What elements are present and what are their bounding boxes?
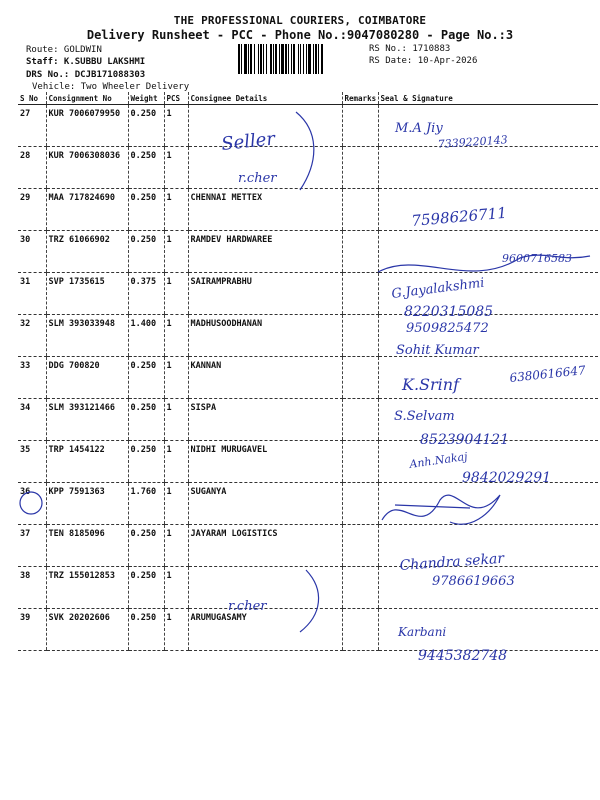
cell-remarks	[342, 441, 378, 483]
cell-signature	[378, 147, 598, 189]
cell-remarks	[342, 231, 378, 273]
cell-weight: 0.250	[128, 357, 164, 399]
table-row	[18, 609, 598, 651]
cell-sno: 30	[18, 231, 46, 273]
barcode-bar	[315, 44, 317, 74]
cell-consignment: SVK 20202606	[46, 609, 128, 651]
barcode-bar	[244, 44, 247, 74]
table-row	[18, 231, 598, 273]
cell-pcs: 1	[164, 105, 188, 147]
table-header-row	[18, 92, 598, 105]
barcode-bar	[241, 44, 242, 74]
cell-signature	[378, 315, 598, 357]
cell-sno: 28	[18, 147, 46, 189]
cell-consignee	[188, 105, 342, 147]
cell-remarks	[342, 609, 378, 651]
cell-consignee: MADHUSOODHANAN	[188, 315, 342, 357]
table-row	[18, 399, 598, 441]
hand-r35-sign: Anh.Nakaj	[408, 449, 469, 471]
staff-label: Staff: K.SUBBU LAKSHMI	[26, 57, 146, 67]
hand-r39-sign: Karbani	[398, 625, 447, 639]
cell-pcs: 1	[164, 567, 188, 609]
barcode-bar	[266, 44, 267, 74]
cell-weight: 0.250	[128, 609, 164, 651]
cell-consignment: KUR 7006308036	[46, 147, 128, 189]
cell-sno: 29	[18, 189, 46, 231]
cell-remarks	[342, 315, 378, 357]
cell-remarks	[342, 357, 378, 399]
cell-signature	[378, 609, 598, 651]
cell-weight: 0.250	[128, 147, 164, 189]
delivery-table	[18, 92, 598, 651]
cell-weight: 0.250	[128, 525, 164, 567]
cell-sno: 34	[18, 399, 46, 441]
table-row	[18, 315, 598, 357]
cell-weight: 0.250	[128, 567, 164, 609]
cell-consignment: KUR 7006079950	[46, 105, 128, 147]
barcode-bar	[250, 44, 252, 74]
cell-sno: 37	[18, 525, 46, 567]
cell-consignment: MAA 717824690	[46, 189, 128, 231]
hand-r33-sign: K.Srinf	[402, 375, 459, 394]
cell-pcs: 1	[164, 315, 188, 357]
rs-date: RS Date: 10-Apr-2026	[369, 56, 478, 66]
cell-weight: 0.250	[128, 399, 164, 441]
cell-signature	[378, 105, 598, 147]
cell-consignee: RAMDEV HARDWAREE	[188, 231, 342, 273]
cell-weight: 0.250	[128, 441, 164, 483]
cell-consignee: JAYARAM LOGISTICS	[188, 525, 342, 567]
cell-remarks	[342, 399, 378, 441]
hand-r37-name: Chandra sekar	[399, 550, 505, 574]
cell-pcs: 1	[164, 231, 188, 273]
cell-signature	[378, 483, 598, 525]
cell-consignee: NIDHI MURUGAVEL	[188, 441, 342, 483]
cell-sno: 32	[18, 315, 46, 357]
barcode-bar	[306, 44, 307, 74]
cell-consignee: SISPA	[188, 399, 342, 441]
cell-remarks	[342, 525, 378, 567]
cell-sno: 38	[18, 567, 46, 609]
table-row	[18, 105, 598, 147]
table-row	[18, 273, 598, 315]
cell-consignee: SUGANYA	[188, 483, 342, 525]
cell-consignment: TRZ 155012853	[46, 567, 128, 609]
cell-sno: 31	[18, 273, 46, 315]
table-row	[18, 441, 598, 483]
barcode-bar	[298, 44, 299, 74]
cell-signature	[378, 525, 598, 567]
table-row	[18, 483, 598, 525]
barcode-bar	[258, 44, 259, 74]
hand-r27-phone: 7339220143	[437, 133, 509, 151]
cell-signature	[378, 231, 598, 273]
cell-signature	[378, 567, 598, 609]
barcode-bar	[260, 44, 262, 74]
cell-signature	[378, 357, 598, 399]
cell-consignment: DDG 700820	[46, 357, 128, 399]
cell-signature	[378, 273, 598, 315]
cell-weight: 1.400	[128, 315, 164, 357]
cell-consignee: KANNAN	[188, 357, 342, 399]
cell-remarks	[342, 273, 378, 315]
cell-consignment: SVP 1735615	[46, 273, 128, 315]
barcode-bar	[318, 44, 319, 74]
cell-weight: 0.250	[128, 105, 164, 147]
cell-consignee: CHENNAI METTEX	[188, 189, 342, 231]
drs-label: DRS No.: DCJB171088303	[26, 70, 146, 80]
barcode-bar	[263, 44, 264, 74]
barcode-bar	[308, 44, 311, 74]
cell-pcs: 1	[164, 273, 188, 315]
cell-pcs: 1	[164, 441, 188, 483]
barcode-bar	[293, 44, 295, 74]
barcode-bar	[288, 44, 289, 74]
hand-r30-phone: 9600716583	[502, 252, 572, 265]
runsheet-title: Delivery Runsheet - PCC - Phone No.:9047080280 - Page No.:3	[86, 28, 514, 42]
cell-weight: 0.250	[128, 189, 164, 231]
table-row	[18, 357, 598, 399]
cell-consignee	[188, 147, 342, 189]
cell-signature	[378, 399, 598, 441]
hand-r39-phone: 9445382748	[418, 648, 508, 664]
cell-pcs: 1	[164, 357, 188, 399]
hand-r34-phone: 8523904121	[420, 432, 510, 448]
barcode-bar	[275, 44, 277, 74]
cell-remarks	[342, 483, 378, 525]
hand-r35-phone: 9842029291	[462, 470, 552, 486]
cell-consignee: SAIRAMPRABHU	[188, 273, 342, 315]
cell-signature	[378, 441, 598, 483]
cell-pcs: 1	[164, 147, 188, 189]
barcode-bar	[270, 44, 272, 74]
hand-r33-phone: 6380616647	[508, 363, 587, 385]
cell-sno: 36	[18, 483, 46, 525]
hand-r32-phone: 9509825472	[406, 321, 489, 336]
cell-pcs: 1	[164, 399, 188, 441]
col-sno: S No	[18, 92, 46, 105]
table-row	[18, 567, 598, 609]
cell-sno: 27	[18, 105, 46, 147]
hand-r29-phone: 7598626711	[410, 203, 508, 230]
cell-remarks	[342, 147, 378, 189]
cell-consignment: SLM 393121466	[46, 399, 128, 441]
col-consignee: Consignee Details	[188, 92, 342, 105]
hand-r28-consignee: r.cher	[238, 171, 277, 186]
barcode-bar	[281, 44, 284, 74]
rs-number: RS No.: 1710883	[369, 44, 451, 54]
cell-weight: 0.375	[128, 273, 164, 315]
col-consignment: Consignment No	[46, 92, 128, 105]
barcode-bar	[279, 44, 280, 74]
barcode-bar	[248, 44, 249, 74]
hand-r34-sign: S.Selvam	[394, 409, 455, 424]
cell-sno: 39	[18, 609, 46, 651]
hand-r31-name: G.Jayalakshmi	[390, 275, 486, 302]
barcode-bar	[285, 44, 287, 74]
cell-sno: 33	[18, 357, 46, 399]
cell-consignment: KPP 7591363	[46, 483, 128, 525]
cell-consignment: TRZ 61066902	[46, 231, 128, 273]
cell-remarks	[342, 567, 378, 609]
cell-weight: 0.250	[128, 231, 164, 273]
col-signature: Seal & Signature	[378, 92, 598, 105]
barcode-bar	[303, 44, 304, 74]
table-row	[18, 525, 598, 567]
col-remarks: Remarks	[342, 92, 378, 105]
cell-consignee: ARUMUGASAMY	[188, 609, 342, 651]
cell-pcs: 1	[164, 483, 188, 525]
barcode-bar	[321, 44, 323, 74]
cell-consignment: TEN 8185096	[46, 525, 128, 567]
col-pcs: PCS	[164, 92, 188, 105]
cell-pcs: 1	[164, 189, 188, 231]
hand-r37-phone: 9786619663	[432, 574, 515, 589]
cell-pcs: 1	[164, 609, 188, 651]
cell-sno: 35	[18, 441, 46, 483]
table-row	[18, 147, 598, 189]
hand-r31-phone: 8220315085	[404, 304, 494, 320]
barcode-bar	[238, 44, 240, 74]
hand-r27-consignee: Seller	[220, 128, 276, 155]
hand-r27-sign: M.A Jiy	[395, 121, 443, 136]
cell-remarks	[342, 105, 378, 147]
cell-remarks	[342, 189, 378, 231]
table-row	[18, 189, 598, 231]
cell-signature	[378, 189, 598, 231]
hand-r32-name: Sohit Kumar	[396, 343, 479, 358]
hand-r38-consignee: r.cher	[228, 599, 267, 614]
cell-weight: 1.760	[128, 483, 164, 525]
vehicle-label: Vehicle: Two Wheeler Delivery	[32, 82, 190, 92]
barcode-bar	[291, 44, 292, 74]
cell-pcs: 1	[164, 525, 188, 567]
cell-consignment: TRP 1454122	[46, 441, 128, 483]
cell-consignee	[188, 567, 342, 609]
company-name: THE PROFESSIONAL COURIERS, COIMBATORE	[173, 14, 427, 27]
cell-consignment: SLM 393033948	[46, 315, 128, 357]
col-weight: Weight	[128, 92, 164, 105]
barcode-bar	[254, 44, 255, 74]
barcode-bar	[273, 44, 274, 74]
barcode-bar	[313, 44, 314, 74]
route-label: Route: GOLDWIN	[26, 45, 102, 55]
barcode	[238, 44, 364, 74]
barcode-bar	[300, 44, 301, 74]
